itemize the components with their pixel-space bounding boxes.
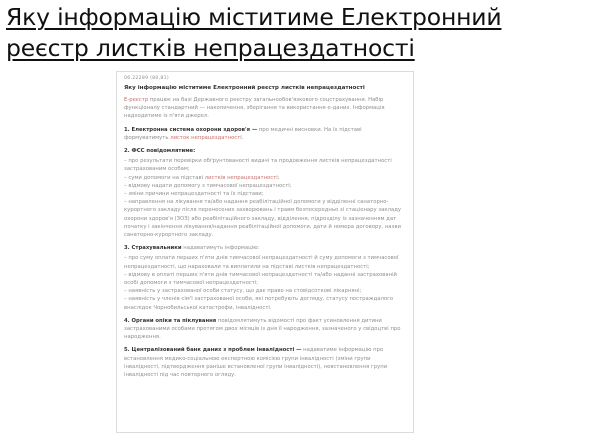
source-1-title: 1. Електронна система охорони здоров'я —: [124, 126, 258, 133]
intro-paragraph: Е-реєстр працює на базі Державного реєстру загальнообов'язкового соцстрахування. Набір функціоналу стандартний — накопичення, зберігання та використання е-даних. Інформація надходитиме із п'яти джерел.: [124, 97, 385, 120]
list-item: – суми допомоги на підставі листків непрацездатності;: [124, 174, 280, 181]
source-4-paragraph: 4. Органи опіки та піклування повідомлятимуть відомості про факт усиновлення дитини застрахованими особами протягом двох місяців із дня її народження, зазначеного у свідоцтві про народження.: [124, 317, 401, 341]
list-item: – про результати перевірки обґрунтованості видачі та продовження листків непрацездатності застрахованим особам;: [124, 158, 392, 173]
source-5-paragraph: 5. Централізований банк даних з проблем інвалідності — надаватиме інформацію про встановлення медико-соціальною експертною комісією групи інвалідності (зміни групи інвалідності, підтвердження раніше встановленої групи інвалідності), невстановлення групи інвалідності під час повторного огляду.: [124, 347, 388, 379]
sick-leave-link[interactable]: листок непрацездатності: [170, 134, 242, 141]
article-meta-code: 06.22289 (80,81): [124, 76, 169, 81]
list-item: – наявність у застрахованої особи статусу, що дає право на стовідсоткові лікарняні;: [124, 288, 362, 295]
list-item: – відмову в оплаті перших п'яти днів тимчасової непрацездатності та/або наданні застрахованій особі допомоги з тимчасової непрацездатності;: [124, 271, 397, 287]
list-item: – наявність у членів сім'ї застрахованої особи, які потребують догляду, статусу постраждалого внаслідок Чорнобильської катастрофи, інвалідності.: [124, 296, 394, 311]
source-3-heading: 3. Страхувальники надаватимуть інформацію:: [124, 245, 260, 252]
sick-leaves-link[interactable]: листків непрацездатності: [204, 174, 278, 181]
source-2-list: [124, 157, 405, 239]
list-item: – про суму оплати перших п'яти днів тимчасової непрацездатності й суму допомоги з тимчасової непрацездатності, що нараховали та виплатили на підставі листків непрацездатності;: [124, 255, 399, 270]
source-3-list: [124, 254, 405, 311]
article-screenshot-card: [116, 71, 414, 433]
e-registry-link[interactable]: Е-реєстр: [124, 97, 149, 103]
list-item: – направлення на лікування та/або надання реабілітаційної допомоги у відділенні санаторно-курортного закладу після перенесених захворювань і травм безпосередньо зі стаціонару закладу охорони здоров'я (ЗОЗ) або реабілітаційного закладу, відділення, підрозділу із зазначенням дат початку і закінчення лікування/надання реабілітаційної допомоги, дати й номера договору, назви санаторно-курортного закладу.: [124, 199, 402, 239]
list-item: – зміни причини непрацездатності та їх підстави;: [124, 191, 264, 198]
card-title: Яку інформацію міститиме Електронний реєстр листків непрацездатності: [124, 85, 365, 91]
list-item: – відмову надати допомогу з тимчасової непрацездатності;: [124, 182, 292, 189]
article-headline-link[interactable]: Яку інформацію міститиме Електронний реєстр листків непрацездатності: [6, 3, 502, 62]
source-2-heading: 2. ФСС повідомлятиме:: [124, 148, 196, 155]
source-1-paragraph: 1. Електронна система охорони здоров'я — про медичні висновки. На їх підставі формуватимуть листок непрацездатності.: [124, 126, 362, 141]
